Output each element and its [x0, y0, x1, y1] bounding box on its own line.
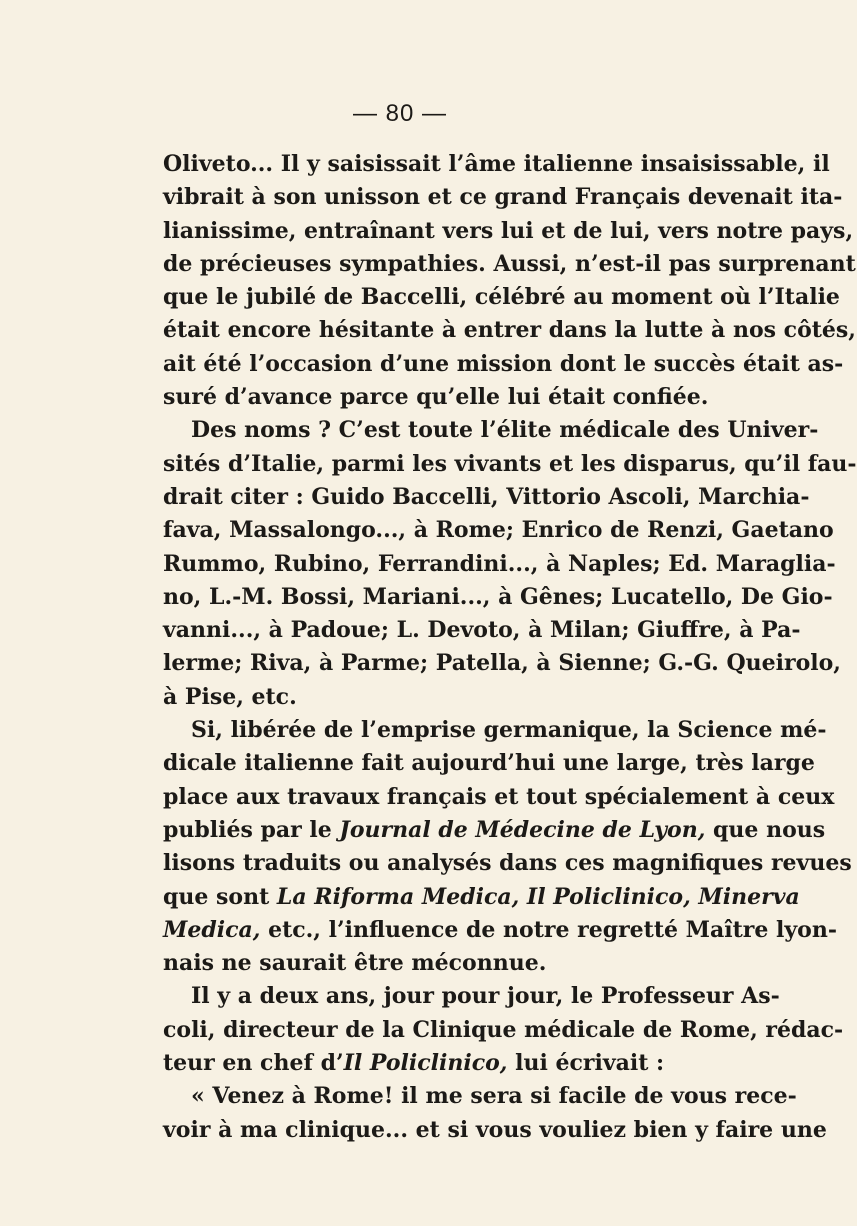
journal-title: Medica, — [163, 916, 261, 943]
text-line: sités d’Italie, parmi les vivants et les disparus, qu’il fau- — [163, 450, 857, 477]
text-fragment: teur en chef d’ — [163, 1050, 344, 1077]
journal-title: Journal de Médecine de Lyon, — [339, 816, 706, 843]
text-line: Il y a deux ans, jour pour jour, le Professeur As- — [191, 983, 780, 1010]
text-line: nais ne saurait être méconnue. — [163, 950, 547, 977]
text-line — [163, 881, 800, 914]
journal-titles: La Riforma Medica, Il Policlinico, Minerva — [276, 883, 800, 910]
text-line: fava, Massalongo..., à Rome; Enrico de Renzi, Gaetano — [163, 517, 834, 544]
text-fragment: lui écrivait : — [507, 1050, 665, 1077]
text-line: était encore hésitante à entrer dans la lutte à nos côtés, — [163, 317, 856, 344]
text-line: voir à ma clinique... et si vous vouliez bien y faire une — [163, 1116, 827, 1143]
text-line: suré d’avance parce qu’elle lui était confiée. — [163, 384, 709, 411]
text-line: ait été l’occasion d’une mission dont le succès était as- — [163, 350, 844, 377]
text-line — [163, 1047, 665, 1080]
text-line: no, L.-M. Bossi, Mariani..., à Gênes; Lucatello, De Gio- — [163, 583, 833, 610]
text-line: de précieuses sympathies. Aussi, n’est-il pas surprenant — [163, 250, 856, 277]
text-line: dicale italienne fait aujourd’hui une large, très large — [163, 750, 815, 777]
text-line: Des noms ? C’est toute l’élite médicale des Univer- — [191, 417, 819, 444]
text-line: drait citer : Guido Baccelli, Vittorio Ascoli, Marchia- — [163, 483, 810, 510]
text-line: vibrait à son unisson et ce grand Français devenait ita- — [163, 184, 843, 211]
text-line: coli, directeur de la Clinique médicale de Rome, rédac- — [163, 1016, 844, 1043]
text-fragment: publiés par le — [163, 816, 340, 843]
text-line: place aux travaux français et tout spécialement à ceux — [163, 783, 835, 810]
text-line — [163, 914, 837, 947]
text-fragment: que nous — [705, 816, 826, 843]
text-line — [163, 814, 826, 847]
text-line: « Venez à Rome! il me sera si facile de vous rece- — [191, 1083, 797, 1110]
text-line: Oliveto... Il y saisissait l’âme italienne insaisissable, il — [163, 151, 830, 177]
text-line: lerme; Riva, à Parme; Patella, à Sienne; G.-G. Queirolo, — [163, 650, 841, 677]
page-number: — 80 — — [352, 100, 448, 127]
text-fragment: etc., l’influence de notre regretté Maître lyon- — [260, 916, 837, 943]
journal-title: Il Policlinico, — [343, 1050, 508, 1077]
text-line: Rummo, Rubino, Ferrandini..., à Naples; Ed. Maraglia- — [163, 550, 836, 577]
text-line: que le jubilé de Baccelli, célébré au moment où l’Italie — [163, 284, 840, 311]
text-line: lianissime, entraînant vers lui et de lui, vers notre pays, — [163, 217, 854, 244]
body-text — [163, 148, 857, 1147]
text-line: vanni..., à Padoue; L. Devoto, à Milan; Giuffre, à Pa- — [163, 617, 801, 644]
text-line: Si, libérée de l’emprise germanique, la Science mé- — [191, 717, 827, 744]
text-fragment: que sont — [163, 883, 277, 910]
text-line: lisons traduits ou analysés dans ces magnifiques revues — [163, 850, 852, 877]
text-line: à Pise, etc. — [163, 683, 297, 710]
